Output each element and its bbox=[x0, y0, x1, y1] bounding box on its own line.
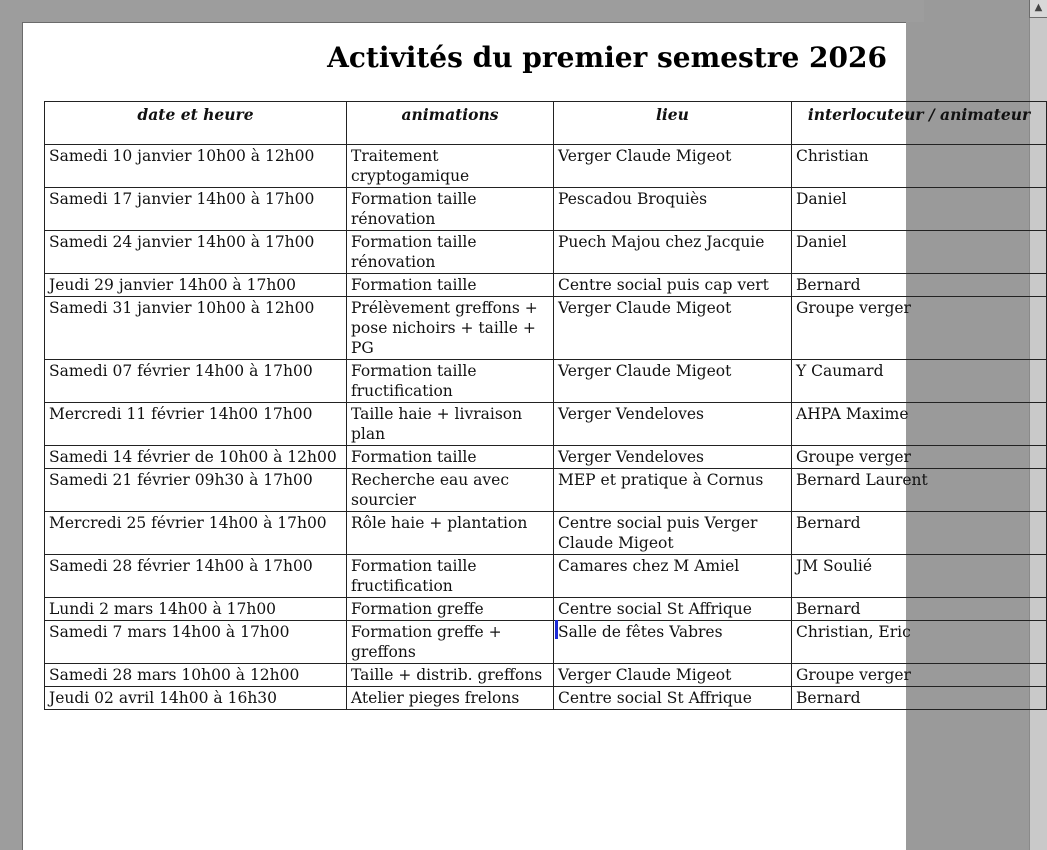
animation-cell: Prélèvement greffons + pose nichoirs + taille + PG bbox=[347, 297, 554, 360]
table-row bbox=[45, 512, 1047, 555]
table-row bbox=[45, 231, 1047, 274]
animation-cell: Formation taille rénovation bbox=[347, 231, 554, 274]
table-row bbox=[45, 403, 1047, 446]
interlocuteur-cell: Bernard bbox=[792, 512, 1047, 555]
lieu-cell: Verger Vendeloves bbox=[554, 403, 792, 446]
date-cell: Samedi 7 mars 14h00 à 17h00 bbox=[45, 621, 347, 664]
column-header-animations: animations bbox=[347, 102, 554, 145]
column-header-interlocuteur: interlocuteur / animateur bbox=[792, 102, 1047, 145]
animation-cell: Atelier pieges frelons bbox=[347, 687, 554, 710]
date-cell: Samedi 24 janvier 14h00 à 17h00 bbox=[45, 231, 347, 274]
lieu-cell: Centre social puis cap vert bbox=[554, 274, 792, 297]
animation-cell: Formation greffe + greffons bbox=[347, 621, 554, 664]
date-cell: Samedi 14 février de 10h00 à 12h00 bbox=[45, 446, 347, 469]
column-header-lieu: lieu bbox=[554, 102, 792, 145]
lieu-cell: Verger Claude Migeot bbox=[554, 664, 792, 687]
animation-cell: Formation taille bbox=[347, 274, 554, 297]
lieu-cell: Pescadou Broquiès bbox=[554, 188, 792, 231]
table-row bbox=[45, 188, 1047, 231]
date-cell: Jeudi 02 avril 14h00 à 16h30 bbox=[45, 687, 347, 710]
activities-table bbox=[44, 101, 1047, 710]
date-cell: Jeudi 29 janvier 14h00 à 17h00 bbox=[45, 274, 347, 297]
lieu-cell: Verger Claude Migeot bbox=[554, 360, 792, 403]
animation-cell: Formation taille bbox=[347, 446, 554, 469]
interlocuteur-cell: Y Caumard bbox=[792, 360, 1047, 403]
window-frame-top bbox=[0, 0, 924, 22]
lieu-cell: Puech Majou chez Jacquie bbox=[554, 231, 792, 274]
scroll-up-arrow-icon[interactable]: ▲ bbox=[1029, 0, 1047, 18]
date-cell: Samedi 07 février 14h00 à 17h00 bbox=[45, 360, 347, 403]
interlocuteur-cell: Daniel bbox=[792, 231, 1047, 274]
date-cell: Samedi 28 mars 10h00 à 12h00 bbox=[45, 664, 347, 687]
interlocuteur-cell: Groupe verger bbox=[792, 297, 1047, 360]
lieu-cell: Centre social St Affrique bbox=[554, 687, 792, 710]
interlocuteur-cell: AHPA Maxime bbox=[792, 403, 1047, 446]
animation-cell: Recherche eau avec sourcier bbox=[347, 469, 554, 512]
interlocuteur-cell: Bernard bbox=[792, 274, 1047, 297]
lieu-cell: Salle de fêtes Vabres bbox=[554, 621, 792, 664]
date-cell: Lundi 2 mars 14h00 à 17h00 bbox=[45, 598, 347, 621]
animation-cell: Formation taille fructification bbox=[347, 360, 554, 403]
lieu-cell: Verger Claude Migeot bbox=[554, 297, 792, 360]
animation-cell: Formation taille fructification bbox=[347, 555, 554, 598]
table-row bbox=[45, 274, 1047, 297]
animation-cell: Formation greffe bbox=[347, 598, 554, 621]
animation-cell: Taille + distrib. greffons bbox=[347, 664, 554, 687]
window-frame-left bbox=[0, 0, 22, 850]
interlocuteur-cell: Bernard Laurent bbox=[792, 469, 1047, 512]
date-cell: Samedi 10 janvier 10h00 à 12h00 bbox=[45, 145, 347, 188]
animation-cell: Formation taille rénovation bbox=[347, 188, 554, 231]
date-cell: Mercredi 25 février 14h00 à 17h00 bbox=[45, 512, 347, 555]
date-cell: Mercredi 11 février 14h00 17h00 bbox=[45, 403, 347, 446]
table-header-row bbox=[45, 102, 1047, 145]
table-row bbox=[45, 555, 1047, 598]
interlocuteur-cell: Groupe verger bbox=[792, 664, 1047, 687]
lieu-cell: Centre social St Affrique bbox=[554, 598, 792, 621]
interlocuteur-cell: Bernard bbox=[792, 598, 1047, 621]
table-row bbox=[45, 145, 1047, 188]
interlocuteur-cell: Bernard bbox=[792, 687, 1047, 710]
table-row bbox=[45, 297, 1047, 360]
page-title: Activités du premier semestre 2026 bbox=[327, 41, 887, 74]
document-page bbox=[22, 22, 1031, 850]
column-header-date: date et heure bbox=[45, 102, 347, 145]
lieu-cell: Verger Vendeloves bbox=[554, 446, 792, 469]
interlocuteur-cell: JM Soulié bbox=[792, 555, 1047, 598]
interlocuteur-cell: Groupe verger bbox=[792, 446, 1047, 469]
date-cell: Samedi 31 janvier 10h00 à 12h00 bbox=[45, 297, 347, 360]
interlocuteur-cell: Daniel bbox=[792, 188, 1047, 231]
lieu-cell: Camares chez M Amiel bbox=[554, 555, 792, 598]
animation-cell: Taille haie + livraison plan bbox=[347, 403, 554, 446]
date-cell: Samedi 21 février 09h30 à 17h00 bbox=[45, 469, 347, 512]
lieu-cell: Verger Claude Migeot bbox=[554, 145, 792, 188]
table-body bbox=[45, 145, 1047, 710]
table-row bbox=[45, 598, 1047, 621]
interlocuteur-cell: Christian, Eric bbox=[792, 621, 1047, 664]
lieu-cell: MEP et pratique à Cornus bbox=[554, 469, 792, 512]
date-cell: Samedi 28 février 14h00 à 17h00 bbox=[45, 555, 347, 598]
table-row bbox=[45, 621, 1047, 664]
table-row bbox=[45, 360, 1047, 403]
table-row bbox=[45, 446, 1047, 469]
table-row bbox=[45, 664, 1047, 687]
date-cell: Samedi 17 janvier 14h00 à 17h00 bbox=[45, 188, 347, 231]
table-row bbox=[45, 469, 1047, 512]
text-cursor bbox=[555, 620, 558, 639]
interlocuteur-cell: Christian bbox=[792, 145, 1047, 188]
lieu-cell: Centre social puis Verger Claude Migeot bbox=[554, 512, 792, 555]
animation-cell: Traitement cryptogamique bbox=[347, 145, 554, 188]
table-row bbox=[45, 687, 1047, 710]
animation-cell: Rôle haie + plantation bbox=[347, 512, 554, 555]
